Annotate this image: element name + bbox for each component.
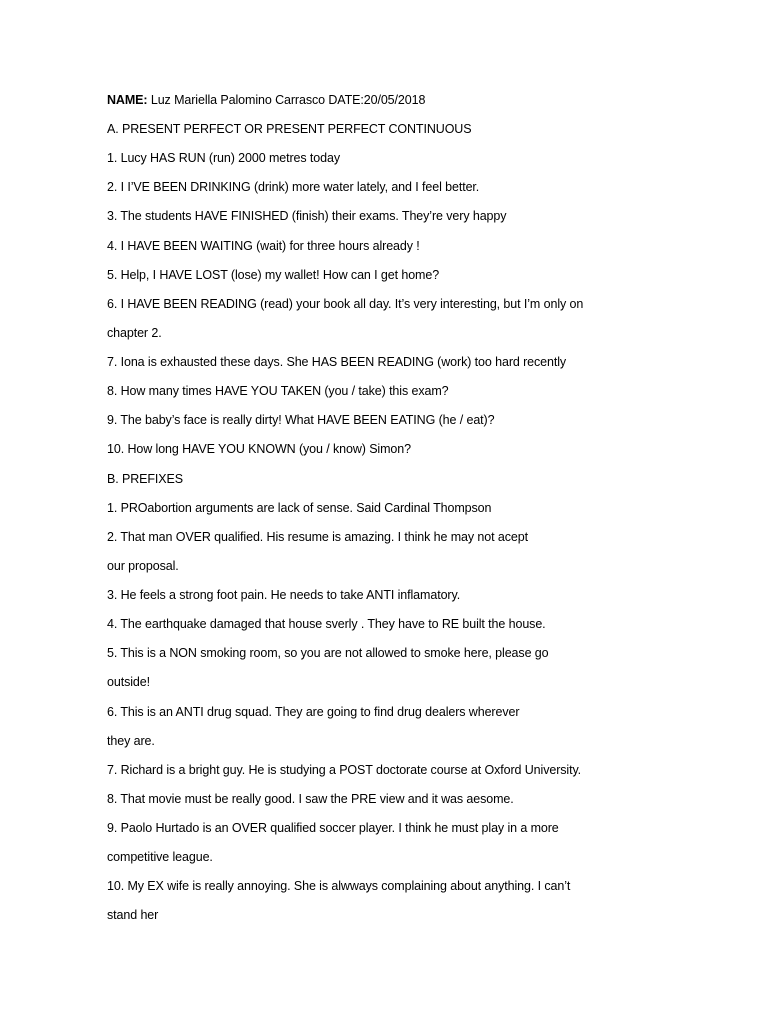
name-value: Luz Mariella Palomino Carrasco DATE:20/05/2018	[147, 93, 426, 107]
section-b-line: 2. That man OVER qualified. His resume is amazing. I think he may not acept	[107, 530, 528, 544]
section-a-title: A. PRESENT PERFECT OR PRESENT PERFECT CONTINUOUS	[107, 122, 472, 136]
section-b-line: 3. He feels a strong foot pain. He needs to take ANTI inflamatory.	[107, 588, 461, 602]
section-b-line: 6. This is an ANTI drug squad. They are going to find drug dealers wherever	[107, 705, 520, 719]
section-b-line: 10. My EX wife is really annoying. She is alwways complaining about anything. I can’t	[107, 879, 571, 893]
section-a-line: 7. Iona is exhausted these days. She HAS BEEN READING (work) too hard recently	[107, 355, 567, 369]
section-b-line: 9. Paolo Hurtado is an OVER qualified soccer player. I think he must play in a more	[107, 821, 559, 835]
section-a-line: chapter 2.	[107, 326, 162, 340]
section-a-line: 5. Help, I HAVE LOST (lose) my wallet! How can I get home?	[107, 268, 440, 282]
section-a-line: 3. The students HAVE FINISHED (finish) their exams. They’re very happy	[107, 209, 507, 223]
section-a-line: 1. Lucy HAS RUN (run) 2000 metres today	[107, 151, 341, 165]
section-b-title: B. PREFIXES	[107, 472, 184, 486]
section-a-line: 4. I HAVE BEEN WAITING (wait) for three hours already !	[107, 239, 420, 253]
section-b-line: 4. The earthquake damaged that house sverly . They have to RE built the house.	[107, 617, 546, 631]
section-a-line: 6. I HAVE BEEN READING (read) your book all day. It’s very interesting, but I’m only on	[107, 297, 584, 311]
section-b-line: they are.	[107, 734, 155, 748]
section-b-line: competitive league.	[107, 850, 213, 864]
header-line	[107, 92, 747, 108]
section-a-line: 8. How many times HAVE YOU TAKEN (you / take) this exam?	[107, 384, 449, 398]
section-a-line: 9. The baby’s face is really dirty! What HAVE BEEN EATING (he / eat)?	[107, 413, 495, 427]
name-label: NAME:	[107, 93, 148, 107]
section-b-line: 5. This is a NON smoking room, so you are not allowed to smoke here, please go	[107, 646, 549, 660]
section-b-line: 8. That movie must be really good. I saw the PRE view and it was aesome.	[107, 792, 514, 806]
section-b-line: 1. PROabortion arguments are lack of sense. Said Cardinal Thompson	[107, 501, 492, 515]
section-a-line: 10. How long HAVE YOU KNOWN (you / know) Simon?	[107, 442, 411, 456]
section-a-line: 2. I I’VE BEEN DRINKING (drink) more water lately, and I feel better.	[107, 180, 480, 194]
section-b-line: outside!	[107, 675, 150, 689]
section-b-line: our proposal.	[107, 559, 179, 573]
section-b-line: stand her	[107, 908, 159, 922]
section-b-line: 7. Richard is a bright guy. He is studying a POST doctorate course at Oxford University.	[107, 763, 582, 777]
